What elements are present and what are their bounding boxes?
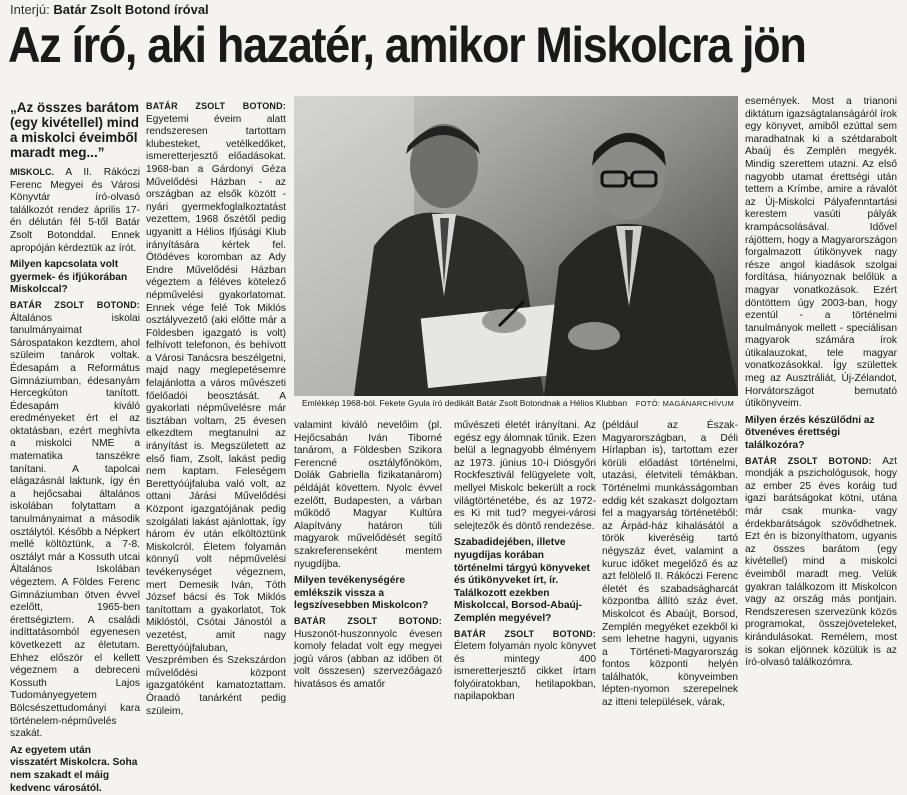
kicker-subject: Batár Zsolt Botond íróval (53, 2, 209, 17)
headline: Az író, aki hazatér, amikor Miskolcra jön (8, 17, 806, 73)
photo-credit: FOTÓ: MAGÁNARCHÍVUM (635, 399, 734, 408)
photo-illustration (294, 96, 738, 396)
answer-5 (745, 455, 897, 670)
answer-1 (10, 299, 140, 741)
speaker-label: BATÁR ZSOLT BOTOND: (454, 628, 596, 639)
question-2: Az egyetem után visszatért Miskolcra. Soha nem szakadt el máig kedvenc városától. (10, 744, 138, 794)
photo-caption (302, 398, 738, 409)
speaker-label: BATÁR ZSOLT BOTOND: (146, 101, 286, 111)
lead-text: A II. Rákóczi Ferenc Megyei és Városi Könyvtár író-olvasó találkozót rendez április 17-én délután fél 5-től Batár Zsolt Botonddal. Ennek apropóján kérdeztük az írót. (10, 167, 140, 254)
column-2 (146, 100, 286, 717)
answer-3-text: Huszonöt-huszonnyolc évesen komoly feladat volt egy megyei jogú város (abban az időben öt volt összesen) szervezőágazó hivatásos és amatőr (294, 628, 442, 690)
answer-2 (146, 100, 286, 718)
question-4: Szabadidejében, illetve nyugdíjas korában történelmi tárgyú könyveket és útikönyveket írt, ír. Találkozott ezekben Miskolccal, Borsod-Abaúj-Zemplén megyével? (454, 537, 590, 624)
column-3 (294, 420, 442, 690)
answer-5-text: Azt mondják a pszichológusok, hogy az ember 25 éves koráig tud igazi barátságokat kötni, utána már csak munka- vagy érdekbarátságok szövődhetnek. Ezt én is bizonyíthatom, ugyanis az összes barátom (egy kivétellel) mind a miskolci éveimből maradt meg. Velük gyakran találkozom itt Miskolcon vagy az ország más pontjain. Rendszeresen szervezünk közös programokat, összejöveteleket, kirándulásokat. Remélem, most is sokan eljönnek közülük is az író-olvasó találkozómra. (745, 455, 897, 669)
answer-2-continued: valamint kiváló nevelőim (pl. Hejőcsabán Iván Tiborné tanárom, a Földesben Szikora Ferencné osztályfőnököm, Dolák Gabriella fizikatanárom) példáját követtem. Nyolc évvel ezelőtt, Budapesten, a várban működő Magyar Kultúra Alapítvány határon túli magyarok művelődését segítő szakreferenseként mentem nyugdíjba. (294, 420, 442, 570)
question-3: Milyen tevékenységére emlékszik vissza a legszívesebben Miskolcon? (294, 575, 429, 612)
answer-3 (294, 615, 442, 692)
caption-text: Emlékkép 1968-ból. Fekete Gyula író dedikált Batár Zsolt Botondnak a Hélios Klubban (302, 398, 628, 408)
answer-3-continued: művészeti életét irányítani. Az egész egy álomnak tűnik. Ezen belül a legnagyobb élményem az 1973. június 10-i Diósgyőri Rockfesztivál felügyelete volt, mellyel Miskolc bekerült a rock világtörténetébe, és az 1972-es Ki mit tud? megyei-városi selejtezők és döntő rendezése. (454, 420, 596, 532)
answer-2-text: Egyetemi éveim alatt rendszeresen tartottam klubesteket, vetélkedőket, ismeretterjesztő előadásokat. 1968-ban a Gárdonyi Géza Művelődési Házban - az országban az elsők között - nyári gyermekfoglalkoztatást vezettem, 1968 őszétől pedig ugyanitt a Hélios Ifjúsági Klub irányítására kértek fel. Ötödéves koromban az Ady Endre Művelődési Házban végeztem a féléves kötelező népművelési gyakorlatomat. Ennek vége felé Tok Miklós osztályvezető (aki előtte már a Földesben igazgató is volt) felhívott telefonon, és behívott a Városi Tanácsra beszélgetni, majd nagy meglepetésemre felajánlotta a város művészeti főelőadói beosztását. A gyakorlati népművelésre már tisztában voltam, 25 évesen elkezdtem megtanulni az irányítást is. Megszületett az első fiam, Zsolt, lakást pedig nem kaptam. Feleségem Berettyóújfaluba való volt, az ottani Járási Művelődési Központ igazgatójának pedig szolgálati lakást ajánlottak, így három év után elköltöztünk Miskolcról. Életem folyamán könnyű volt népművelési tevékenységet végeznem, mert Demesik Iván, Tóth József bácsi és Tok Miklós tanítottam a gyakorlatot, Tok Miklóstól, Csótai Jánostól a vezetést, amit nagy Berettyóújfaluban, Veszprémben és Szekszárdon művelődési központ igazgatóként kamatoztattam. Óraadó tanárként pedig szüleim, (146, 113, 286, 717)
answer-4-text: Életem folyamán nyolc könyvet és mintegy 400 ismeretterjesztő cikket írtam folyóiratokban, hetilapokban, napilapokban (454, 641, 596, 703)
column-6 (745, 96, 897, 669)
archive-photo (294, 96, 738, 396)
answer-4 (454, 628, 596, 705)
question-5: Milyen érzés készülődni az ötvenéves érettségi találkozóra? (745, 414, 875, 452)
column-4 (454, 420, 596, 703)
answer-1-text: Általános iskolai tanulmányaimat Sárospatakon kezdtem, ahol szüleim tanárok voltak. Édesapám a Református Gimnáziumban, édesanyám Hercegkúton tanított. Édesapám kiváló eredményeket ért el az oktatásban, ezért meghívta a miskolci NME a matematika tanszékre tanítani. A tapolcai elágazásnál laktunk, így én a hejőcsabai általános iskolában folytattam a tanulmányaimat a második osztálytól. Később a Népkert mellé költöztünk, a 7-8. osztályt már a Kossuth utcai Általános Iskolában végeztem. A Földes Ferenc Gimnáziumban ötven évvel ezelőtt, 1965-ben érettségiztem. A családi indíttatásomból egyenesen következett az életutam. Ehhez először el kellett végeznem a debreceni Kossuth Lajos Tudományegyetem Bölcsészettudományi kara történelem-népművelés szakát. (10, 312, 140, 740)
column-5 (602, 420, 738, 709)
column-1 (10, 100, 140, 794)
kicker-label: Interjú: (10, 2, 50, 17)
speaker-label: BATÁR ZSOLT BOTOND: (745, 455, 872, 466)
answer-4-continued: (például az Észak-Magyarországban, a Déli Hírlapban is), tartottam ezer körüli előadást történelmi, utazási, életviteli témákban. Történelmi munkásságomban eddig két szakaszt dolgoztam fel a magyarság történetéből: az Árpád-ház kihalásától a török kiveréséig tartó négyszáz évet, valamint a kuruc időket megelőző és az azt felölelő II. Rákóczi Ferenc életét és szabadságharcát központba állító száz évet. Miskolcot és Abaújt, Borsod, Zemplén megyéket ezekből ki sem lehetne hagyni, ugyanis a Történeti-Magyarország fontos központi helyén találhatók, könyveimben lépten-nyomon szerepelnek az itteni települések, várak, (602, 420, 738, 709)
kicker (10, 2, 209, 17)
dateline: MISKOLC. (10, 167, 54, 177)
speaker-label: BATÁR ZSOLT BOTOND: (10, 299, 140, 310)
question-1: Milyen kapcsolata volt gyermek- és ifjúkorában Miskolccal? (10, 259, 128, 296)
pullquote: „Az összes barátom (egy kivétellel) mind a miskolci éveimből maradt meg...” (10, 100, 140, 160)
answer-4-end: események. Most a trianoni diktátum igazságtalanságáról írok egy könyvet, amiből ezúttal sem maradhatnak ki a szétdarabolt Abaúj és Zemplén megyék. Mindig szerettem utazni. Az első nagyobb utamat érettségi után tettem a Krímbe, amire a rávalót az Új-Miskolci Pályafenntartási kerestem vasúti pályák krampácsolásával. Idővel rájöttem, hogy a Magyarországon forgalmazott útikönyvek nagy része angol kiadások szolgai fordítása, hiányoznak belőlük a magyar vonatkozások. Ezért döntöttem úgy 2003-ban, hogy ezentúl - a történelmi tanulmányok mellett - speciálisan magyarok számára írok útikalauzokat, tele magyar vonatkozásokkal. Így születtek meg az Ausztráliát, Új-Zélandot, Horvátországot bemutató útikönyveim. (745, 96, 897, 410)
lead-paragraph (10, 166, 140, 255)
speaker-label: BATÁR ZSOLT BOTOND: (294, 615, 442, 626)
